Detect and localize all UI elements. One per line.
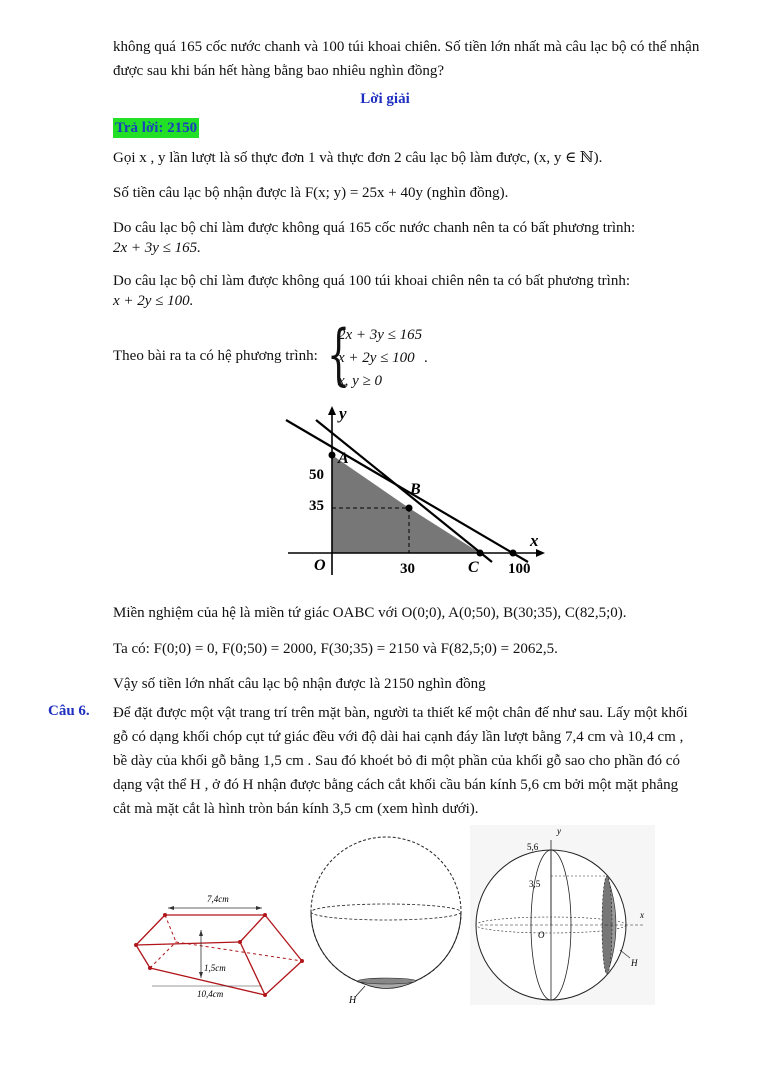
- solution-paragraph: Số tiền câu lạc bộ nhận được là F(x; y) = 25x + 40y (nghìn đồng).: [113, 185, 509, 201]
- tick-50: 50: [309, 467, 324, 483]
- system-intro: Theo bài ra ta có hệ phương trình:: [113, 348, 318, 364]
- frustum-bottom-label: 10,4cm: [197, 989, 224, 999]
- feasible-region: [332, 455, 480, 553]
- sphere-section-figure: [470, 825, 655, 1005]
- question-text-line: cắt mà mặt cắt là hình tròn bán kính 3,5 cm (xem hình dưới).: [113, 801, 479, 817]
- sphere-figure: [308, 833, 468, 1005]
- problem-text-line: được sau khi bán hết hàng bằng bao nhiêu nghìn đồng?: [113, 63, 444, 79]
- solution-heading: Lời giải: [360, 91, 410, 107]
- inequality: 2x + 3y ≤ 165.: [113, 240, 201, 256]
- feasible-region-graph: [278, 402, 548, 582]
- solution-paragraph: Miền nghiệm của hệ là miền tứ giác OABC với O(0;0), A(0;50), B(30;35), C(82,5;0).: [113, 605, 627, 621]
- cap-h-label: H: [631, 958, 638, 968]
- question-text-line: gỗ có dạng khối chóp cụt tứ giác đều với độ dài hai cạnh đáy lần lượt bằng 7,4 cm và 10,4 cm ,: [113, 729, 684, 745]
- brace-symbol: {: [327, 316, 351, 393]
- axis-y-label: y: [339, 404, 347, 423]
- solution-paragraph: Gọi x , y lần lượt là số thực đơn 1 và thực đơn 2 câu lạc bộ làm được, (x, y ∈ ℕ).: [113, 150, 603, 166]
- frustum-top-label: 7,4cm: [207, 894, 229, 904]
- cut-radius-label: 3,5: [529, 879, 541, 889]
- point-B-label: B: [410, 481, 421, 498]
- axis-y-label-3d: y: [557, 826, 561, 836]
- point-100: [510, 550, 517, 557]
- system-end: .: [424, 350, 428, 366]
- system-equation: 2x + 3y ≤ 165: [338, 327, 423, 343]
- sphere1-h-label: H: [349, 995, 357, 1005]
- point-B: [406, 505, 413, 512]
- tick-100: 100: [508, 561, 531, 577]
- origin-label: O: [314, 557, 326, 574]
- question-text-line: bề dày của khối gỗ bằng 1,5 cm . Sau đó khoét bỏ đi một phần của khối gỗ sao cho phần đó có: [113, 753, 680, 769]
- answer-badge: Trả lời: 2150: [115, 120, 198, 136]
- question-text-line: Để đặt được một vật trang trí trên mặt bàn, người ta thiết kế một chân đế như sau. Lấy một khối: [113, 705, 688, 721]
- frustum-height-label: 1,5cm: [204, 963, 226, 973]
- system-equation: x, y ≥ 0: [338, 373, 383, 389]
- tick-35: 35: [309, 498, 324, 514]
- question-number: Câu 6.: [48, 703, 90, 719]
- solution-paragraph: Do câu lạc bộ chỉ làm được không quá 100 túi khoai chiên nên ta có bất phương trình:: [113, 273, 630, 289]
- point-A-label: A: [338, 450, 349, 467]
- point-C-label: C: [468, 559, 479, 576]
- y-axis-arrow-icon: [328, 406, 336, 415]
- point-C: [477, 550, 484, 557]
- x-axis-arrow-icon: [536, 549, 545, 557]
- problem-text-line: không quá 165 cốc nước chanh và 100 túi khoai chiên. Số tiền lớn nhất mà câu lạc bộ có thể nhận: [113, 39, 700, 55]
- question-text-line: dạng vật thể H , ở đó H nhận được bằng cách cắt khối cầu bán kính 5,6 cm bởi một mặt phẳng: [113, 777, 679, 793]
- solution-paragraph: Ta có: F(0;0) = 0, F(0;50) = 2000, F(30;35) = 2150 và F(82,5;0) = 2062,5.: [113, 641, 558, 657]
- inequality: x + 2y ≤ 100.: [113, 293, 194, 309]
- center-label: O: [538, 930, 545, 940]
- solution-paragraph: Vậy số tiền lớn nhất câu lạc bộ nhận được là 2150 nghìn đồng: [113, 676, 486, 692]
- system-equation: x + 2y ≤ 100: [338, 350, 415, 366]
- tick-30: 30: [400, 561, 415, 577]
- axis-x-label-3d: x: [640, 910, 644, 920]
- point-A: [329, 452, 336, 459]
- solution-paragraph: Do câu lạc bộ chỉ làm được không quá 165 cốc nước chanh nên ta có bất phương trình:: [113, 220, 636, 236]
- radius-label: 5,6: [527, 842, 539, 852]
- frustum-figure: [118, 885, 308, 1003]
- axis-x-label: x: [530, 531, 539, 550]
